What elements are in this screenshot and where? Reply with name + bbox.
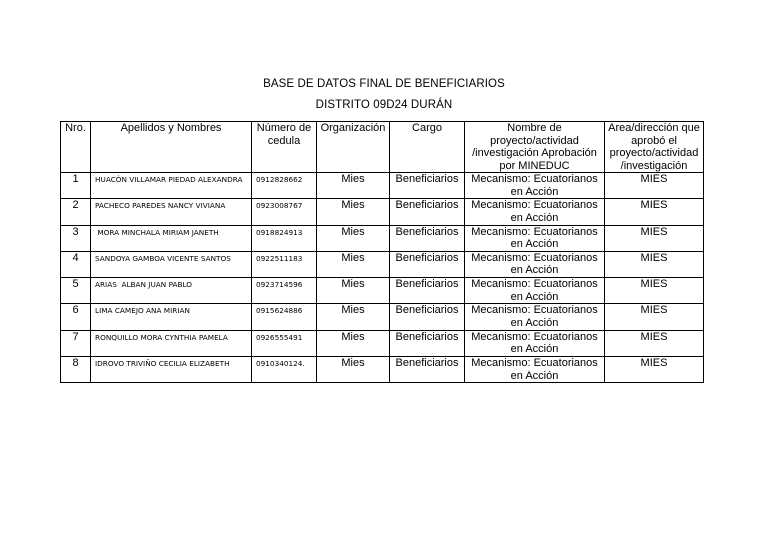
cell-proyecto: Mecanismo: Ecuatorianos en Acción [465, 225, 605, 251]
cell-nombre: HUACÒN VILLAMAR PIEDAD ALEXANDRA [91, 173, 252, 199]
cell-cargo: Beneficiarios [390, 304, 465, 330]
cell-organizacion: Mies [317, 199, 390, 225]
cell-cargo: Beneficiarios [390, 357, 465, 383]
table-row [61, 330, 704, 356]
cell-nombre: ARIAS ALBAN JUAN PABLO [91, 278, 252, 304]
cell-nro: 2 [61, 199, 91, 225]
header-organizacion: Organización [317, 122, 390, 173]
cell-cedula: 0910340124. [252, 357, 317, 383]
cell-nombre: SANDOYA GAMBOA VICENTE SANTOS [91, 251, 252, 277]
cell-cargo: Beneficiarios [390, 173, 465, 199]
cell-nombre: RONQUILLO MORA CYNTHIA PAMELA [91, 330, 252, 356]
cell-cedula: 0918824913 [252, 225, 317, 251]
table-row [61, 304, 704, 330]
cell-nro: 3 [61, 225, 91, 251]
cell-area: MIES [605, 304, 704, 330]
header-apellidos-nombres: Apellidos y Nombres [91, 122, 252, 173]
cell-nombre: MORA MINCHALA MIRIAM JANETH [91, 225, 252, 251]
cell-proyecto: Mecanismo: Ecuatorianos en Acción [465, 330, 605, 356]
cell-nombre: PACHECO PAREDES NANCY VIVIANA [91, 199, 252, 225]
document-title: BASE DE DATOS FINAL DE BENEFICIARIOS [263, 78, 505, 90]
header-numero-cedula: Número de cedula [252, 122, 317, 173]
table-row [61, 357, 704, 383]
cell-cargo: Beneficiarios [390, 278, 465, 304]
cell-cedula: 0926555491 [252, 330, 317, 356]
cell-proyecto: Mecanismo: Ecuatorianos en Acción [465, 278, 605, 304]
table-row [61, 173, 704, 199]
cell-organizacion: Mies [317, 225, 390, 251]
cell-area: MIES [605, 225, 704, 251]
header-cargo: Cargo [390, 122, 465, 173]
cell-area: MIES [605, 251, 704, 277]
cell-area: MIES [605, 199, 704, 225]
cell-nro: 4 [61, 251, 91, 277]
document-subtitle: DISTRITO 09D24 DURÁN [315, 99, 453, 111]
cell-proyecto: Mecanismo: Ecuatorianos en Acción [465, 173, 605, 199]
table-row [61, 278, 704, 304]
cell-organizacion: Mies [317, 173, 390, 199]
beneficiaries-table [60, 121, 704, 383]
cell-proyecto: Mecanismo: Ecuatorianos en Acción [465, 357, 605, 383]
table-header-row [61, 122, 704, 173]
cell-nro: 1 [61, 173, 91, 199]
cell-cargo: Beneficiarios [390, 251, 465, 277]
table-row [61, 251, 704, 277]
cell-cedula: 0912828662 [252, 173, 317, 199]
cell-nro: 5 [61, 278, 91, 304]
cell-area: MIES [605, 330, 704, 356]
cell-cedula: 0922511183 [252, 251, 317, 277]
cell-cargo: Beneficiarios [390, 199, 465, 225]
cell-cedula: 0915624886 [252, 304, 317, 330]
cell-cargo: Beneficiarios [390, 330, 465, 356]
cell-organizacion: Mies [317, 330, 390, 356]
cell-area: MIES [605, 173, 704, 199]
cell-nombre: LIMA CAMEJO ANA MIRIAN [91, 304, 252, 330]
header-area-direccion: Area/dirección que aprobó el proyecto/actividad /investigación [605, 122, 704, 173]
cell-area: MIES [605, 278, 704, 304]
table-row [61, 199, 704, 225]
cell-area: MIES [605, 357, 704, 383]
header-nombre-proyecto: Nombre de proyecto/actividad /investigación Aprobación por MINEDUC [465, 122, 605, 173]
cell-proyecto: Mecanismo: Ecuatorianos en Acción [465, 199, 605, 225]
cell-nro: 8 [61, 357, 91, 383]
cell-cedula: 0923008767 [252, 199, 317, 225]
header-nro: Nro. [61, 122, 91, 173]
cell-organizacion: Mies [317, 304, 390, 330]
cell-cedula: 0923714596 [252, 278, 317, 304]
cell-proyecto: Mecanismo: Ecuatorianos en Acción [465, 304, 605, 330]
cell-nro: 7 [61, 330, 91, 356]
cell-nombre: IDROVO TRIVIÑO CECILIA ELIZABETH [91, 357, 252, 383]
cell-organizacion: Mies [317, 357, 390, 383]
cell-cargo: Beneficiarios [390, 225, 465, 251]
cell-organizacion: Mies [317, 278, 390, 304]
cell-organizacion: Mies [317, 251, 390, 277]
cell-proyecto: Mecanismo: Ecuatorianos en Acción [465, 251, 605, 277]
table-row [61, 225, 704, 251]
cell-nro: 6 [61, 304, 91, 330]
